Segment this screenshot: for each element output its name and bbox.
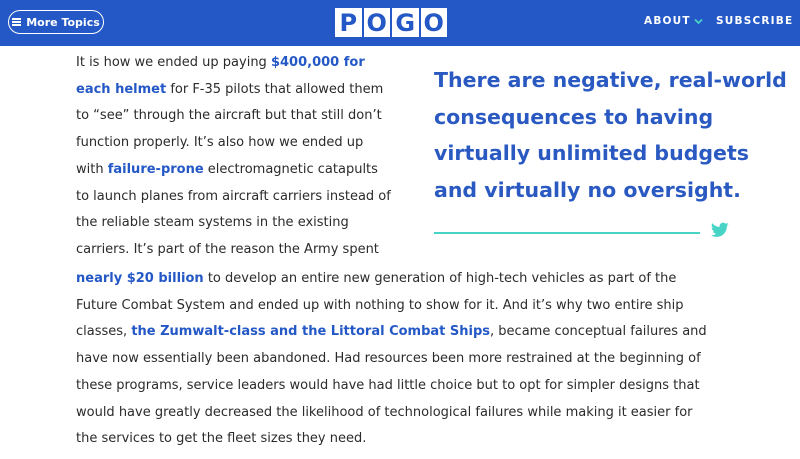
logo-letter: O [364, 8, 391, 37]
logo-letter: O [421, 8, 448, 37]
twitter-icon[interactable] [711, 222, 729, 238]
article-paragraph-bottom [76, 266, 716, 453]
body-text: for F-35 pilots that allowed them to “see” through the aircraft but that still don’t function properly. It’s also how we ended up with [76, 81, 384, 177]
link-twenty-billion[interactable]: nearly $20 billion [76, 271, 204, 286]
body-text: , became conceptual failures and have now essentially been abandoned. Had resources been more restrained at the beginning of these programs, service leaders would have had little choice but to opt for simpler designs that would have greatly decreased the likelihood of technological failures while making it easier for the services to get the fleet sizes they need. [76, 324, 707, 447]
pull-quote: There are negative, real-world consequences to having virtually unlimited budgets and virtually no oversight. [434, 68, 787, 202]
link-helmet-cost[interactable]: $400,000 for each helmet [76, 55, 365, 97]
more-topics-label: More Topics [26, 15, 100, 29]
logo-letter: G [392, 8, 419, 37]
body-text: to develop an entire new generation of high-tech vehicles as part of the Future Combat System and ended up with nothing to show for it. And it’s why two entire ship classes, [76, 271, 684, 340]
article-paragraph-top [76, 50, 394, 264]
nav-about-menu[interactable] [644, 15, 703, 27]
link-zumwalt-littoral[interactable]: the Zumwalt-class and the Littoral Combat Ships [131, 324, 491, 340]
link-failure-prone[interactable]: failure-prone [107, 161, 204, 177]
top-navigation-bar [0, 0, 800, 46]
nav-subscribe-link[interactable]: SUBSCRIBE [716, 15, 794, 27]
pogo-logo[interactable] [335, 8, 447, 37]
hamburger-icon [12, 17, 21, 28]
chevron-down-icon [694, 18, 703, 25]
pull-quote-divider [434, 232, 700, 234]
logo-letter: P [335, 8, 362, 37]
more-topics-button[interactable] [8, 10, 104, 34]
nav-about-label: ABOUT [644, 15, 691, 27]
body-text: electromagnetic catapults to launch planes from aircraft carriers instead of the reliable steam systems in the existing carriers. It’s part of the reason the Army spent [76, 161, 391, 257]
body-text: It is how we ended up paying [76, 55, 271, 70]
